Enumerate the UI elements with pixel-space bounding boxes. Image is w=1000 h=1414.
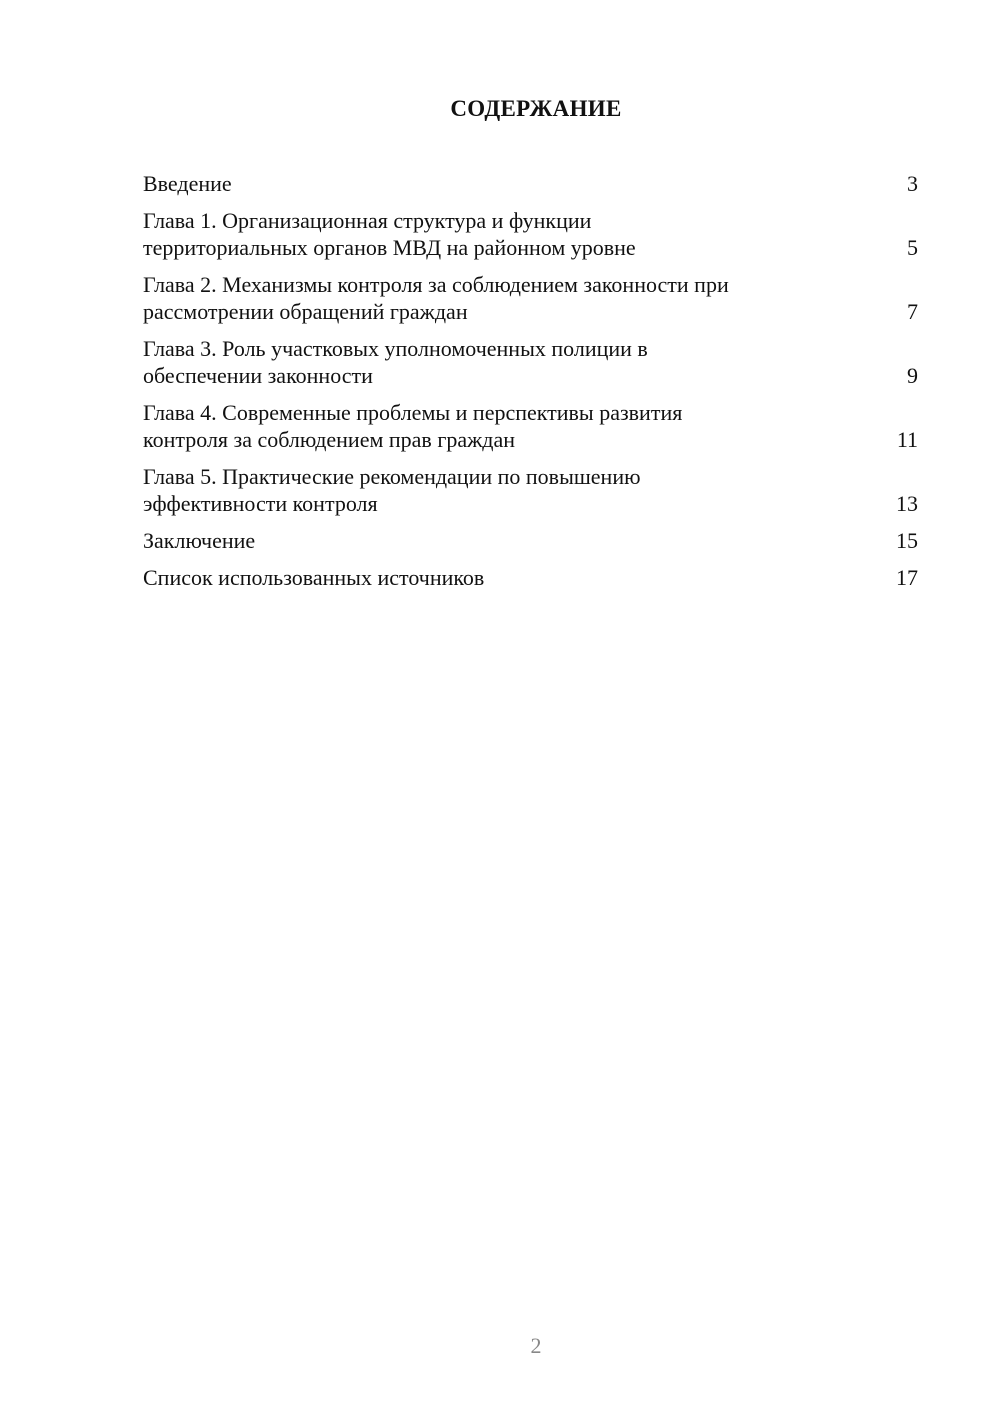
toc-entry-page: 7 — [907, 299, 918, 324]
toc-entry-chapter-3 — [143, 335, 918, 389]
toc-entry-line: контроля за соблюдением прав граждан — [143, 427, 516, 452]
toc-entry-line: рассмотрении обращений граждан — [143, 299, 468, 324]
toc-entry-text — [143, 335, 878, 389]
toc-entry-chapter-4 — [143, 399, 918, 453]
toc-entry-line: Заключение — [143, 528, 256, 553]
toc-entry-line: эффективности контроля — [143, 491, 378, 516]
toc-entry-text — [143, 170, 878, 197]
toc-entry-text — [143, 271, 878, 325]
toc-entry-page: 9 — [907, 363, 918, 388]
toc-entry-line: Глава 2. Механизмы контроля за соблюдением законности при — [143, 272, 729, 297]
toc-entry-introduction — [143, 170, 918, 197]
toc-entry-line: территориальных органов МВД на районном уровне — [143, 235, 636, 260]
toc-entry-line: Введение — [143, 171, 232, 196]
toc-entry-line: Глава 5. Практические рекомендации по повышению — [143, 464, 641, 489]
toc-entry-references — [143, 564, 918, 591]
toc-entry-conclusion — [143, 527, 918, 554]
toc-entry-line: Глава 3. Роль участковых уполномоченных полиции в — [143, 336, 648, 361]
toc-entry-page: 17 — [896, 565, 918, 590]
toc-entry-page: 15 — [896, 528, 918, 553]
toc-entry-line: Глава 4. Современные проблемы и перспективы развития — [143, 400, 683, 425]
toc-entry-line: Список использованных источников — [143, 565, 485, 590]
toc-entry-text — [143, 527, 878, 554]
toc-entry-text — [143, 207, 878, 261]
toc-entry-page: 13 — [896, 491, 918, 516]
toc-entry-chapter-5 — [143, 463, 918, 517]
toc-entry-line: обеспечении законности — [143, 363, 373, 388]
table-of-contents — [143, 170, 918, 601]
toc-entry-text — [143, 399, 878, 453]
toc-entry-chapter-2 — [143, 271, 918, 325]
toc-entry-text — [143, 463, 878, 517]
toc-entry-chapter-1 — [143, 207, 918, 261]
toc-entry-page: 3 — [907, 171, 918, 196]
page-number: 2 — [530, 1333, 542, 1358]
toc-entry-text — [143, 564, 878, 591]
toc-title: СОДЕРЖАНИЕ — [450, 96, 622, 121]
toc-entry-line: Глава 1. Организационная структура и функции — [143, 208, 592, 233]
toc-entry-page: 5 — [907, 235, 918, 260]
toc-entry-page: 11 — [896, 427, 918, 452]
